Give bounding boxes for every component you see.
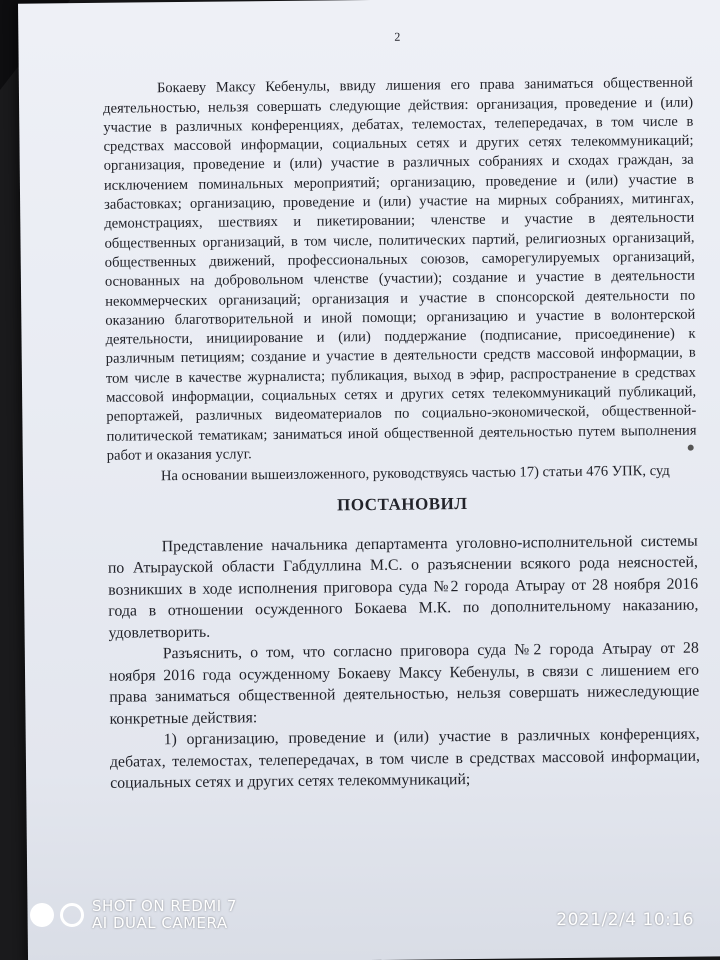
camera-logo-icon	[30, 903, 84, 927]
paragraph-explanation: Разъяснить, о том, что согласно приговора суда №2 города Атырау от 28 ноября 2016 года осужденному Бокаеву Максу Кебенулы, в связи с лишением его права заниматься общественной деятельностью, нельзя совершать нижеследующие конкретные действия:	[108, 639, 700, 728]
watermark-device: SHOT ON REDMI 7	[92, 897, 237, 915]
document-page	[18, 0, 720, 960]
paragraph-prohibitions: Бокаеву Максу Кебенулы, ввиду лишения его права заниматься общественной деятельностью, нельзя совершать следующие действия: организация, проведение и (или) участие в различных конференциях, дебатах, телемостах, телепередачах, в том числе в средствах массовой информации, социальных сетях и других сетях телекоммуникаций; организация, проведение и (или) участие в различных собраниях и сходах граждан, за исключением поминальных мероприятий; организацию, проведение и (или) участие в забастовках; организацию, проведение и (или) участие на мирных собраниях, митингах, демонстрациях, шествиях и пикетировании; членстве и участие в деятельности общественных организаций, в том числе, политических партий, религиозных организаций, общественных движений, профессиональных союзов, саморегулируемых организаций, основанных на добровольном членстве (участии); создание и участие в деятельности некоммерческих организаций; организация и участие в спонсорской деятельности по оказанию благотворительной и иной помощи; организацию и участие в волонтерской деятельности, инициирование и (или) поддержание (подписание, присоединение) к различным петициям; создание и участие в деятельности средств массовой информации, в том числе в качестве журналиста; публикация, выход в эфир, распространение в средствах массовой информации, социальных сетях и других сетях телекоммуникаций публикаций, репортажей, различных видеоматериалов по социально-экономической, общественной-политической тематикам; заниматься иной общественной деятельностью путем выполнения работ и оказания услуг.	[103, 74, 697, 464]
ink-mark	[688, 445, 694, 451]
paragraph-representation: Представление начальника департамента уголовно-исполнительной системы по Атырауской области Габдуллина М.С. о разъяснении всякого рода неясностей, возникших в ходе исполнения приговора суда №2 города Атырау от 28 ноября 2016 года в отношении осужденного Бокаева М.К. по дополнительному наказанию, удовлетворить.	[107, 532, 699, 642]
watermark-datetime: 2021/2/4 10:16	[556, 910, 694, 930]
camera-watermark	[30, 898, 237, 932]
page-number: 2	[394, 29, 401, 44]
heading-decision: ПОСТАНОВИЛ	[336, 493, 468, 514]
paragraph-basis: На основании вышеизложенного, руководствуясь частью 17) статьи 476 УПК, суд	[160, 463, 670, 485]
paragraph-item-1: 1) организацию, проведение и (или) участие в различных конференциях, дебатах, телемостах, телепередачах, в том числе в средствах массовой информации, социальных сетях и других сетях телекоммуникаций;	[109, 725, 701, 793]
document-content	[102, 25, 700, 795]
watermark-camera: AI DUAL CAMERA	[92, 914, 228, 932]
